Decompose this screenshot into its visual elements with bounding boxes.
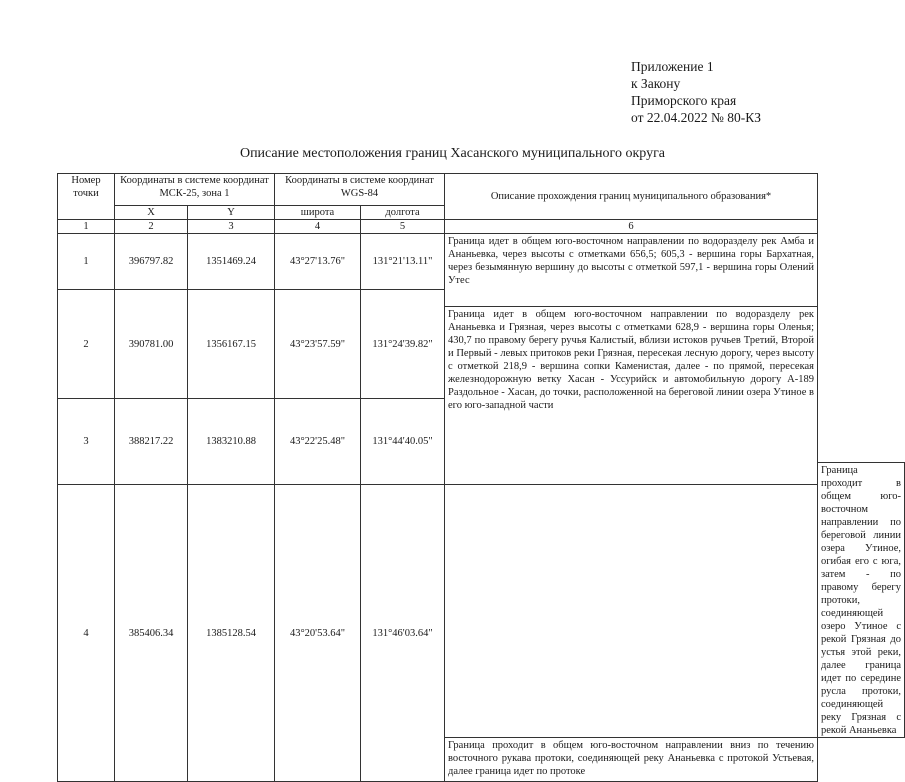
header-msk-coordinates: Координаты в системе координат МСК-25, зона 1 (115, 174, 275, 206)
segment-description: Граница проходит в общем юго-восточном направлении по береговой линии озера Утиное, огибая его с юга, затем - по правому берегу протоки, соединяющей озеро Утиное с рекой Грязная до устья этой реки, далее граница идет по середине русла протоки, соединяющей реку Грязная с рекой Ананьевка (818, 463, 905, 738)
coord-latitude: 43°23'57.59" (275, 290, 361, 399)
coord-y: 1356167.15 (188, 290, 275, 399)
boundary-table-wrapper (57, 173, 905, 782)
coord-y: 1351469.24 (188, 234, 275, 290)
header-description: Описание прохождения границ муниципального образования* (445, 174, 818, 220)
coord-x: 390781.00 (115, 290, 188, 399)
point-number: 2 (58, 290, 115, 399)
header-latitude: широта (275, 206, 361, 220)
coord-latitude: 43°20'53.64" (275, 485, 361, 782)
coord-x: 388217.22 (115, 399, 188, 485)
coord-latitude: 43°27'13.76" (275, 234, 361, 290)
coord-longitude: 131°24'39.82" (361, 290, 445, 399)
header-x: X (115, 206, 188, 220)
coord-longitude: 131°44'40.05" (361, 399, 445, 485)
appendix-line: Приморского края (631, 93, 737, 108)
column-number: 6 (445, 220, 818, 234)
header-point-number: Номер точки (58, 174, 115, 220)
coord-longitude: 131°21'13.11" (361, 234, 445, 290)
coord-x: 385406.34 (115, 485, 188, 782)
table-row (58, 234, 905, 262)
coord-latitude: 43°22'25.48" (275, 399, 361, 485)
point-number: 4 (58, 485, 115, 782)
appendix-date-line: от 22.04.2022 № 80-КЗ (631, 110, 761, 125)
boundary-table (57, 173, 905, 782)
appendix-block (631, 58, 761, 126)
column-number: 4 (275, 220, 361, 234)
appendix-line: Приложение 1 (631, 59, 714, 74)
segment-description: Граница идет в общем юго-восточном направлении по водоразделу рек Ананьевка и Грязная, через высоты с отметками 628,9 - вершина горы Оленья; 430,7 по правому берегу ручья Калистый, вблизи истоков ручьев Третий, Второй и Первый - левых притоков реки Грязная, пересекая лесную дорогу, через высоту с отметкой 218,9 - вершина сопки Каменистая, далее - по прямой, пересекая железнодорожную ветку Хасан - Уссурийск и автомобильную дорогу А-189 Раздольное - Хасан, до точки, расположенной на береговой линии озера Утиное в его юго-западной части (445, 307, 818, 485)
coord-y: 1385128.54 (188, 485, 275, 782)
header-wgs-coordinates: Координаты в системе координат WGS-84 (275, 174, 445, 206)
appendix-line: к Закону (631, 76, 681, 91)
column-number: 2 (115, 220, 188, 234)
segment-description: Граница проходит в общем юго-восточном направлении вниз по течению восточного рукава протоки, соединяющей реку Ананьевка с протокой Устьевая, далее граница идет по протоке (445, 738, 818, 782)
coord-y: 1383210.88 (188, 399, 275, 485)
column-number: 3 (188, 220, 275, 234)
document-title: Описание местоположения границ Хасанского муниципального округа (239, 146, 666, 161)
coord-x: 396797.82 (115, 234, 188, 290)
table-row (58, 485, 905, 714)
coord-longitude: 131°46'03.64" (361, 485, 445, 782)
header-y: Y (188, 206, 275, 220)
point-number: 1 (58, 234, 115, 290)
segment-description: Граница идет в общем юго-восточном направлении по водоразделу рек Амба и Ананьевка, через высоты с отметками 656,5; 605,3 - вершина горы Бархатная, через безымянную вершину до высоты с отметкой 597,1 - вершина горы Олений Утес (445, 234, 818, 307)
column-number: 5 (361, 220, 445, 234)
header-longitude: долгота (361, 206, 445, 220)
column-number: 1 (58, 220, 115, 234)
point-number: 3 (58, 399, 115, 485)
